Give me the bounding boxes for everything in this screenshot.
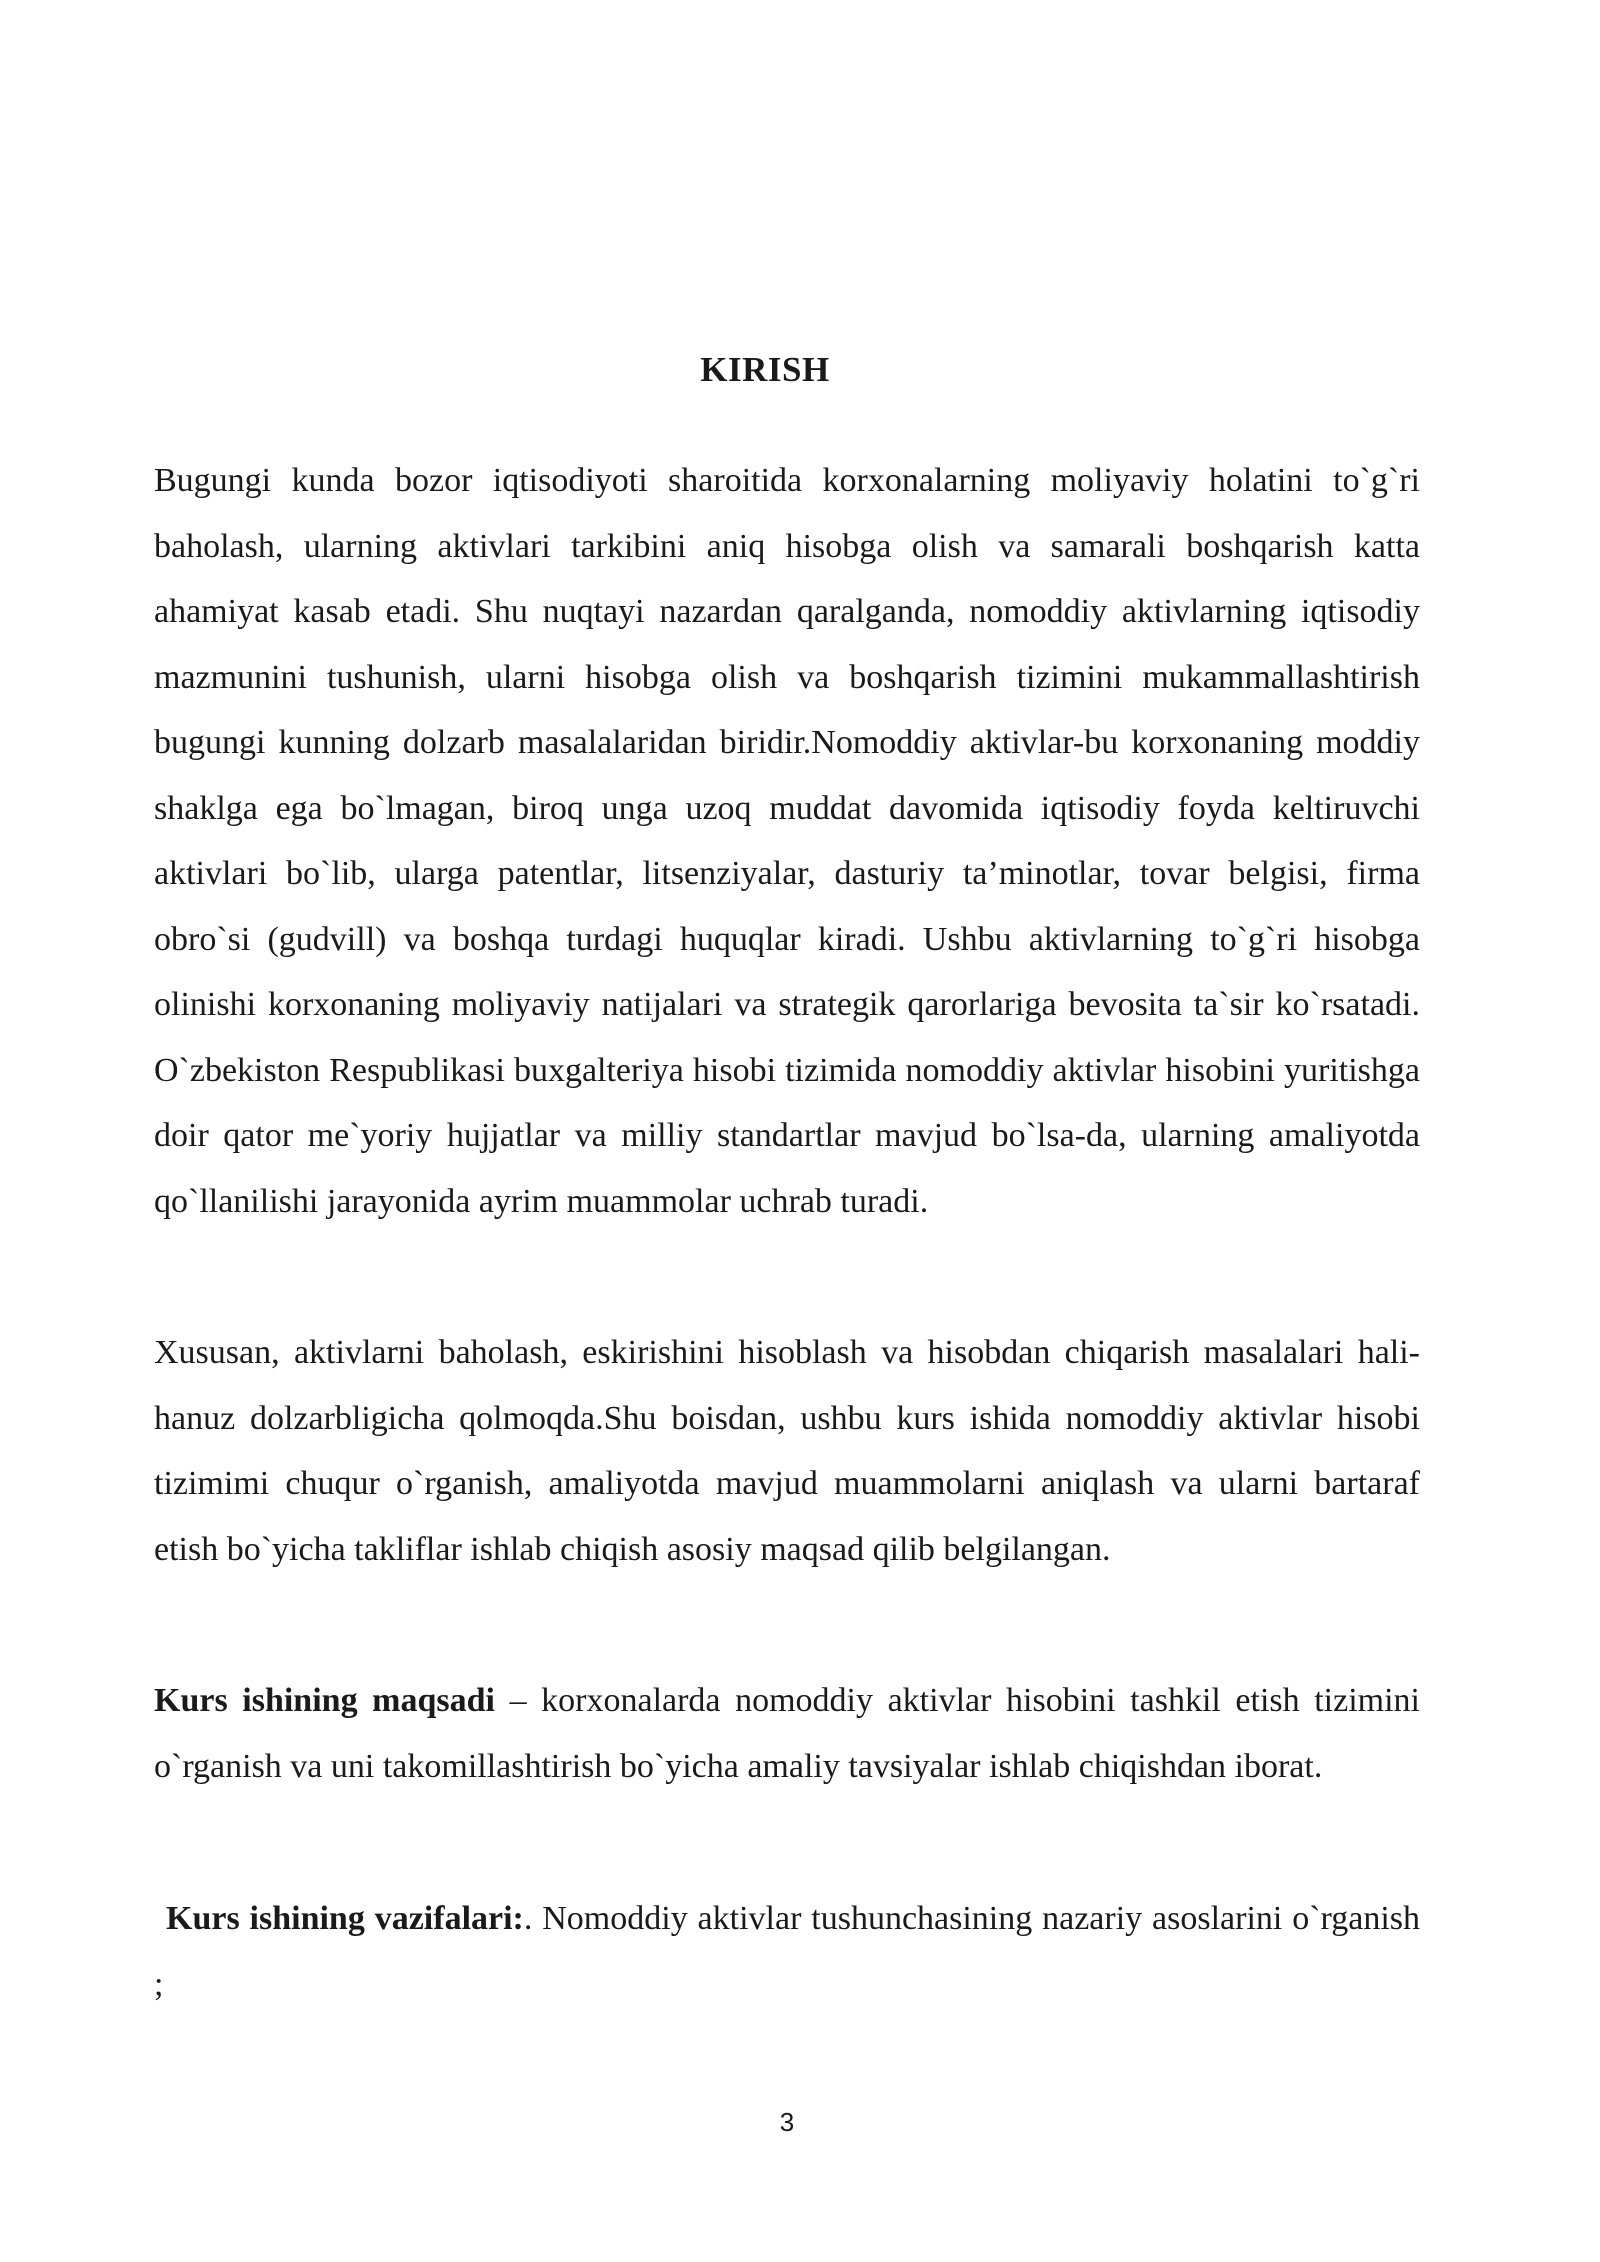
paragraph-introduction: Bugungi kunda bozor iqtisodiyoti sharoitida korxonalarning moliyaviy holatini to`g`ri baholash, ularning aktivlari tarkibini aniq hisobga olish va samarali boshqarish katta ahamiyat kasab etadi. Shu nuqtayi nazardan qaralganda, nomoddiy aktivlarning iqtisodiy mazmunini tushunish, ularni hisobga olish va boshqarish tizimini mukammallashtirish bugungi kunning dolzarb masalalaridan biridir.Nomoddiy aktivlar-bu korxonaning moddiy shaklga ega bo`lmagan, biroq unga uzoq muddat davomida iqtisodiy foyda keltiruvchi aktivlari bo`lib, ularga patentlar, litsenziyalar, dasturiy ta’minotlar, tovar belgisi, firma obro`si (gudvill) va boshqa turdagi huquqlar kiradi. Ushbu aktivlarning to`g`ri hisobga olinishi korxonaning moliyaviy natijalari va strategik qarorlariga bevosita ta`sir ko`rsatadi. O`zbekiston Respublikasi buxgalteriya hisobi tizimida nomoddiy aktivlar hisobini yuritishga doir qator me`yoriy hujjatlar va milliy standartlar mavjud bo`lsa-da, ularning amaliyotda qo`llanilishi jarayonida ayrim muammolar uchrab turadi. <box>154 462 1420 1220</box>
tasks-text: . Nomoddiy aktivlar tushunchasining nazariy asoslarini o`rganish ; <box>154 1900 1420 2003</box>
goal-heading: Kurs ishining maqsadi <box>154 1682 495 1719</box>
page-number: 3 <box>779 2107 795 2137</box>
paragraph-problems: Xususan, aktivlarni baholash, eskirishini hisoblash va hisobdan chiqarish masalalari hali-hanuz dolzarbligicha qolmoqda.Shu boisdan, ushbu kurs ishida nomoddiy aktivlar hisobi tizimimi chuqur o`rganish, amaliyotda mavjud muammolarni aniqlash va ularni bartaraf etish bo`yicha takliflar ishlab chiqish asosiy maqsad qilib belgilangan. <box>154 1334 1420 1568</box>
page-title: KIRISH <box>700 350 830 389</box>
paragraph-goal <box>154 1668 1420 1799</box>
goal-text: – korxonalarda nomoddiy aktivlar hisobini tashkil etish tizimini o`rganish va uni takomillashtirish bo`yicha amaliy tavsiyalar ishlab chiqishdan iborat. <box>154 1682 1420 1785</box>
tasks-heading: Kurs ishining vazifalari: <box>166 1900 524 1937</box>
paragraph-tasks <box>154 1886 1420 2017</box>
